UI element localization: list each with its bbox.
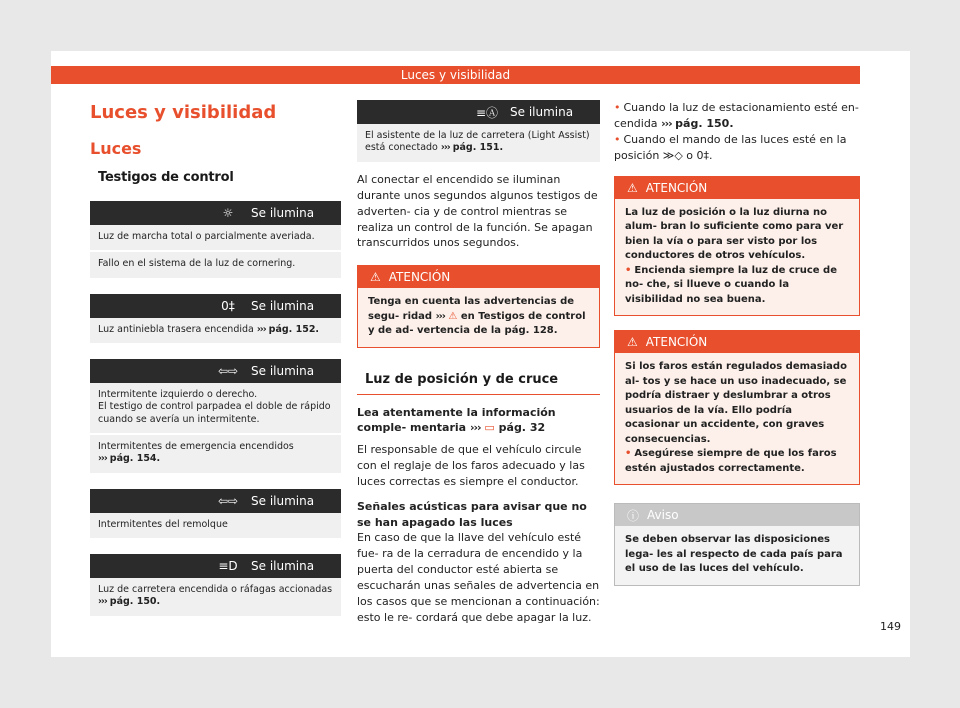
lamp-head-label: Se ilumina <box>251 364 315 379</box>
page-reference-link[interactable]: pág. 151. <box>452 142 504 154</box>
lamp-text: Fallo en el sistema de la luz de cornering. <box>98 258 296 270</box>
warning-bullet: • Encienda siempre la luz de cruce de no- che, si llueve o cuando la visibilidad no sea buena. <box>625 264 837 305</box>
running-header: Luces y visibilidad <box>51 66 860 84</box>
chapter-title: Luces <box>90 139 142 158</box>
list-item: • Cuando la luz de estacionamiento esté en- cendida ››› pág. 150. <box>614 101 859 130</box>
middle-column <box>357 100 600 626</box>
page-title: Luces y visibilidad <box>90 102 277 123</box>
book-icon: ▭ <box>484 421 495 435</box>
lamp-head-label: Se ilumina <box>251 493 315 508</box>
lamp-light-failure <box>90 201 341 278</box>
section-title: Luz de posición y de cruce <box>357 372 600 395</box>
warning-label: ATENCIÓN <box>645 180 708 195</box>
lamp-head-label: Se ilumina <box>251 298 315 313</box>
lead-paragraph: Lea atentamente la información comple- mentaria ››› ▭ pág. 32 <box>357 405 556 435</box>
lamp-text: Luz de marcha total o parcialmente averiada. <box>90 225 341 252</box>
warning-triangle-icon: ⚠ <box>627 335 638 350</box>
lamp-rear-fog <box>90 294 341 343</box>
page-reference-link[interactable]: pág. 152. <box>268 323 320 335</box>
light-assist-icon: ≡Ⓐ <box>475 105 499 120</box>
page-reference-link[interactable]: pág. 154. <box>109 453 161 465</box>
lamp-text: Intermitente izquierdo o derecho. El testigo de control parpadea el doble de rápido cuando se avería un intermitente. <box>90 383 341 435</box>
high-beam-icon: ≡D <box>218 559 238 574</box>
lamp-text: Intermitentes de emergencia encendidos ››› pág. 154. <box>98 441 294 465</box>
right-column <box>614 100 860 586</box>
lamp-head-label: Se ilumina <box>251 206 315 220</box>
lamp-text: El asistente de la luz de carretera (Light Assist) está conectado ››› pág. 151. <box>365 130 590 154</box>
warning-triangle-icon: ⚠ <box>627 180 638 195</box>
lamp-head-label: Se ilumina <box>510 105 574 119</box>
subheading: Señales acústicas para avisar que no se han apagado las luces <box>357 500 587 529</box>
light-bulb-icon: ☼ <box>222 206 234 220</box>
warning-bullet: • Asegúrese siempre de que los faros estén ajustados correctamente. <box>625 448 837 474</box>
warning-box <box>614 176 860 317</box>
warning-triangle-icon: ⚠ <box>370 270 381 285</box>
lamp-text: Intermitentes del remolque <box>98 518 228 530</box>
warning-text: Si los faros están regulados demasiado al- tos y se hace un uso inadecuado, se podría distraer y deslumbrar a otros usuarios de la vía. Ello podría ocasionar un accidente, con graves consecuencias. <box>625 361 847 445</box>
warning-text: Tenga en cuenta las advertencias de segu- ridad ››› ⚠ en Testigos de control y de ad- vertencia de la pág. 128. <box>358 288 599 347</box>
lamp-head-label: Se ilumina <box>251 559 315 574</box>
warning-triangle-icon: ⚠ <box>448 310 458 322</box>
note-box <box>614 503 860 586</box>
page-reference-link[interactable]: pág. 32 <box>498 421 546 435</box>
note-label: Aviso <box>647 508 679 523</box>
lamp-text: Luz de carretera encendida o ráfagas accionadas ››› pág. 150. <box>98 584 333 608</box>
page-number: 149 <box>880 620 901 633</box>
left-column <box>90 100 341 616</box>
lamp-text: Luz antiniebla trasera encendida ››› pág. 152. <box>98 323 320 335</box>
lamp-trailer-signals <box>90 489 341 538</box>
trailer-turn-signal-icon: ⇦⇨ <box>217 493 239 508</box>
warning-label: ATENCIÓN <box>388 270 451 285</box>
paragraph: El responsable de que el vehículo circule con el reglaje de los faros adecuado y las luces correctas es siempre el conductor. <box>357 442 585 488</box>
note-text: Se deben observar las disposiciones lega- les al respecto de cada país para el uso de las luces del vehículo. <box>615 526 859 585</box>
section-title: Testigos de control <box>98 170 234 185</box>
warning-box <box>614 330 860 485</box>
info-icon: ⓘ <box>627 508 640 523</box>
page-reference-link[interactable]: pág. 150. <box>675 116 734 130</box>
warning-text: La luz de posición o la luz diurna no alum- bran lo suficiente como para ver bien la vía o para ser visto por los conductores de otros vehículos. <box>625 206 844 262</box>
paragraph: En caso de que la llave del vehículo esté fue- ra de la cerradura de encendido y la puerta del conductor esté abierta se escucharán unas señales de advertencia en los casos que se mencionan a continuación: esto le re- cordará que debe apagar la luz. <box>357 531 600 624</box>
paragraph: Al conectar el encendido se iluminan durante unos segundos algunos testigos de adverten- cia y de control mientras se realiza un control de la función. Se apagan transcurridos unos segundos. <box>357 172 598 250</box>
page-reference-link[interactable]: pág. 150. <box>109 596 161 608</box>
warning-box <box>357 265 600 348</box>
warning-label: ATENCIÓN <box>645 335 708 350</box>
rear-fog-light-icon: 0‡ <box>221 298 235 313</box>
lamp-high-beam <box>90 554 341 616</box>
turn-signal-icon: ⇦⇨ <box>217 364 239 379</box>
lamp-light-assist <box>357 100 600 162</box>
lamp-turn-signals <box>90 359 341 473</box>
list-item: • Cuando el mando de las luces esté en la posición ≫◇ o 0‡. <box>614 132 847 162</box>
